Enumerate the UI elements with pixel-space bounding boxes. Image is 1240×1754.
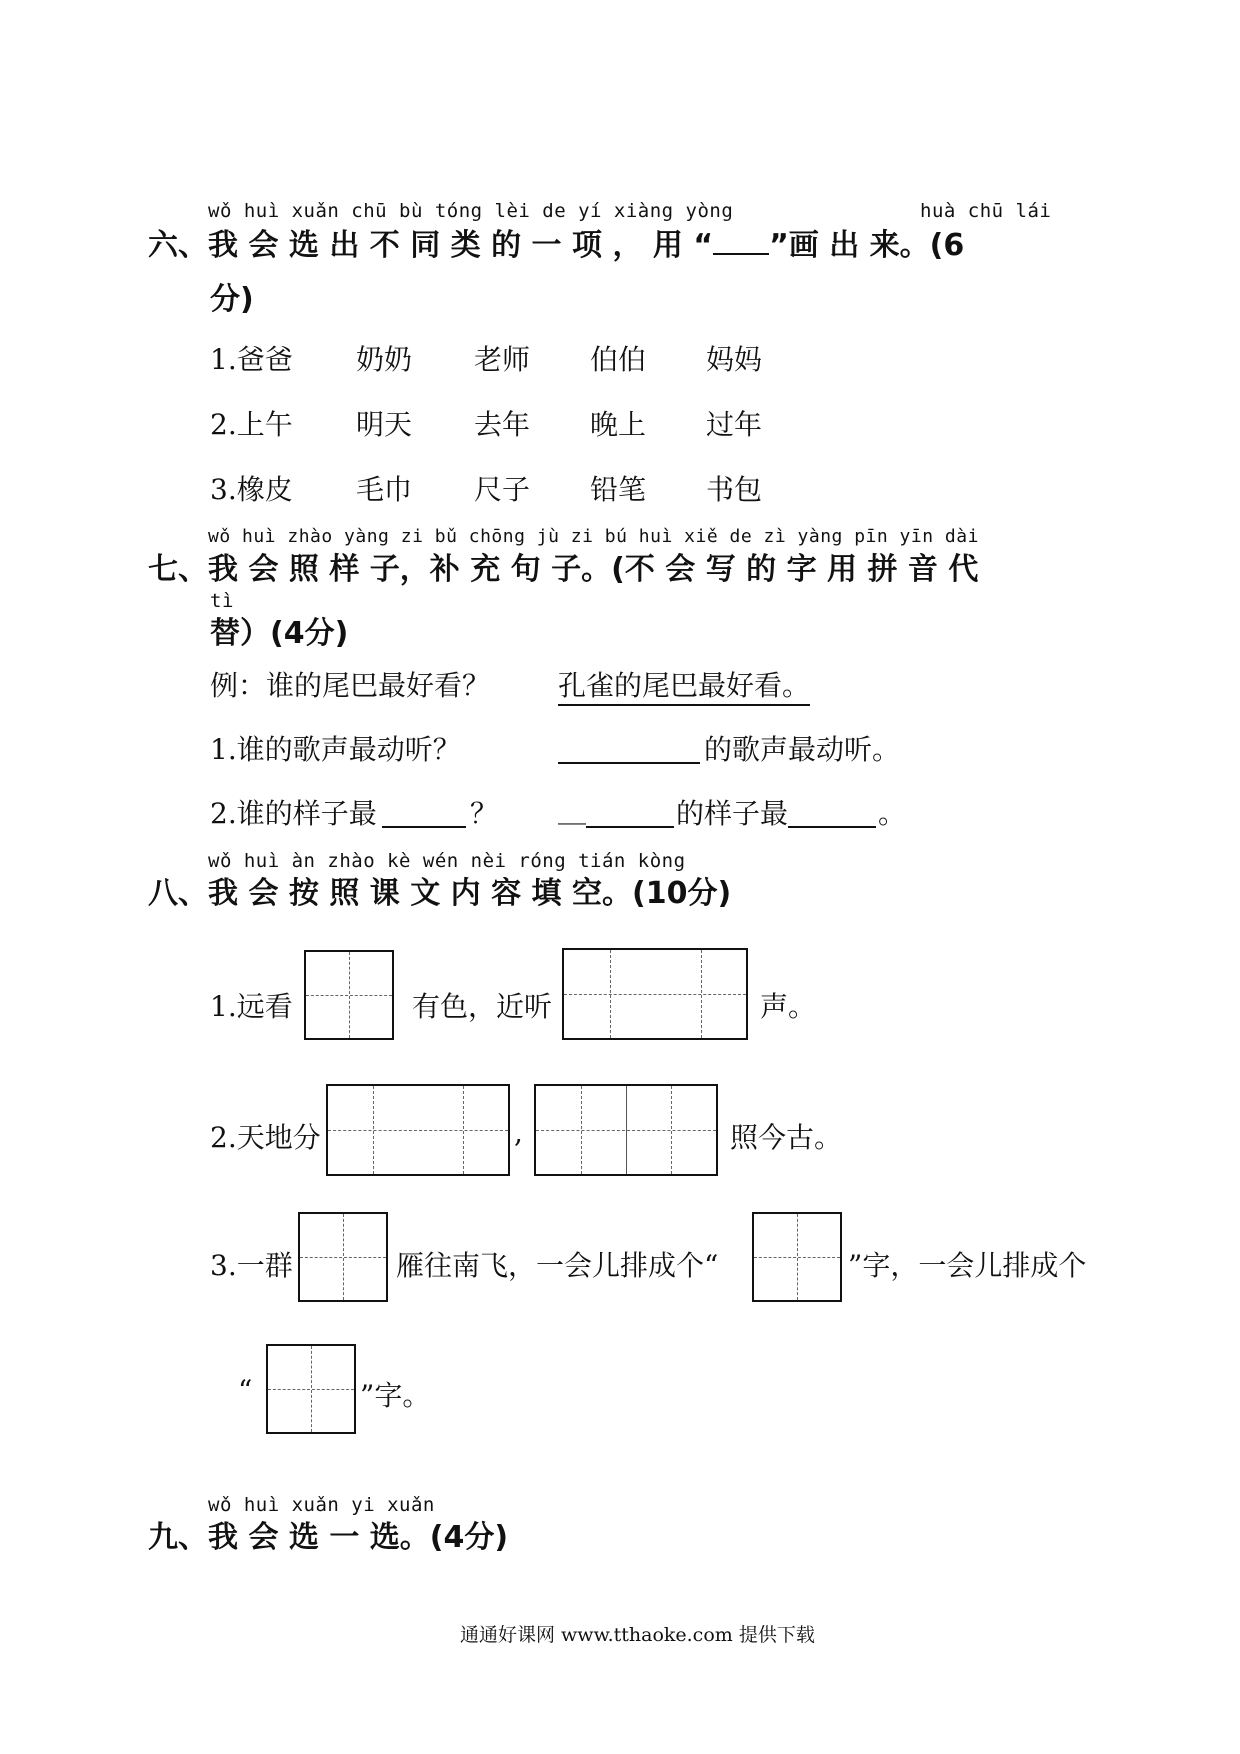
example-answer: 孔雀的尾巴最好看。	[558, 664, 810, 706]
word-option[interactable]: 1.爸爸	[210, 343, 293, 376]
word-option[interactable]: 铅笔	[590, 473, 647, 506]
fill-line-1-mid: 有色，近听	[412, 990, 553, 1023]
section7-heading: 七、我 会 照 样 子，补 充 句 子。(不 会 写 的 字 用 拼 音 代	[148, 552, 979, 587]
underline-sample	[713, 231, 769, 255]
fill-line-1-end: 声。	[760, 990, 817, 1023]
word-option[interactable]: 去年	[474, 408, 531, 441]
word-option[interactable]: 伯伯	[590, 343, 647, 376]
answer-1-text: 的歌声最动听。	[704, 733, 901, 766]
word-option[interactable]: 毛巾	[356, 473, 413, 506]
word-option[interactable]: 晚上	[590, 408, 647, 441]
fill-line-2-comma: ,	[514, 1116, 523, 1149]
answer-2-mid: 的样子最	[676, 797, 789, 830]
section6-heading	[148, 220, 964, 264]
section6-pinyin: wǒ huì xuǎn chū bù tóng lèi de yí xiàng yòng	[208, 200, 734, 222]
answer-2-blank-b[interactable]	[788, 826, 876, 828]
section8-heading: 八、我 会 按 照 课 文 内 容 填 空。(10分)	[148, 876, 732, 911]
fill-line-2-end: 照今古。	[730, 1121, 843, 1154]
question-2: 2.谁的样子最	[210, 797, 377, 830]
tianzi-box[interactable]	[266, 1344, 356, 1434]
fill-line-2-start: 2.天地分	[210, 1121, 321, 1154]
section8-pinyin: wǒ huì àn zhào kè wén nèi róng tián kòng	[208, 850, 686, 872]
fill-line-4-end: ”字。	[360, 1379, 431, 1412]
example-question: 例：谁的尾巴最好看？	[210, 669, 491, 702]
section9-heading: 九、我 会 选 一 选。(4分)	[148, 1520, 509, 1555]
word-option[interactable]: 过年	[706, 408, 763, 441]
question-1: 1.谁的歌声最动听？	[210, 733, 461, 766]
tianzi-box-double[interactable]	[534, 1084, 718, 1176]
tianzi-box-double[interactable]	[562, 948, 748, 1040]
tianzi-box-double[interactable]	[326, 1084, 510, 1176]
question-2-end: ？	[470, 797, 499, 830]
word-option[interactable]: 明天	[356, 408, 413, 441]
fill-line-4-quote: “	[238, 1374, 253, 1407]
answer-1-blank[interactable]	[558, 762, 700, 764]
section6-heading-a: 六、我 会 选 出 不 同 类 的 一 项 ， 用 “	[148, 228, 714, 263]
word-option[interactable]: 老师	[474, 343, 531, 376]
section7-pinyin-tail: tì	[210, 590, 234, 612]
tianzi-box[interactable]	[304, 950, 394, 1040]
section7-pinyin: wǒ huì zhào yàng zi bǔ chōng jù zi bú huì xiě de zì yàng pīn yīn dài	[208, 526, 979, 547]
section7-heading-cont: 替）(4分)	[210, 616, 349, 651]
section6-heading-cont: 分)	[210, 282, 254, 317]
word-option[interactable]: 妈妈	[706, 343, 763, 376]
fill-line-3-mid: 雁往南飞，一会儿排成个“	[396, 1249, 719, 1282]
section6-pinyin-tail: huà chū lái	[920, 200, 1052, 222]
word-option[interactable]: 3.橡皮	[210, 473, 293, 506]
answer-2-end: 。	[878, 797, 907, 830]
section6-heading-b: ”画 出 来。(6	[769, 228, 965, 263]
word-option[interactable]: 2.上午	[210, 408, 293, 441]
fill-line-3-start: 3.一群	[210, 1249, 293, 1282]
tianzi-box[interactable]	[298, 1212, 388, 1302]
fill-line-1-start: 1.远看	[210, 990, 293, 1023]
word-option[interactable]: 奶奶	[356, 343, 413, 376]
word-option[interactable]: 书包	[706, 473, 763, 506]
footer-source: 通通好课网 www.tthaoke.com 提供下载	[460, 1624, 815, 1646]
section9-pinyin: wǒ huì xuǎn yi xuǎn	[208, 1494, 435, 1516]
answer-2-blank-a[interactable]	[586, 826, 674, 828]
fill-line-3-end: ”字，一会儿排成个	[848, 1249, 1087, 1282]
question-2-blank[interactable]	[382, 826, 466, 828]
tianzi-box[interactable]	[752, 1212, 842, 1302]
answer-2-prefix: __	[558, 792, 586, 825]
word-option[interactable]: 尺子	[474, 473, 531, 506]
